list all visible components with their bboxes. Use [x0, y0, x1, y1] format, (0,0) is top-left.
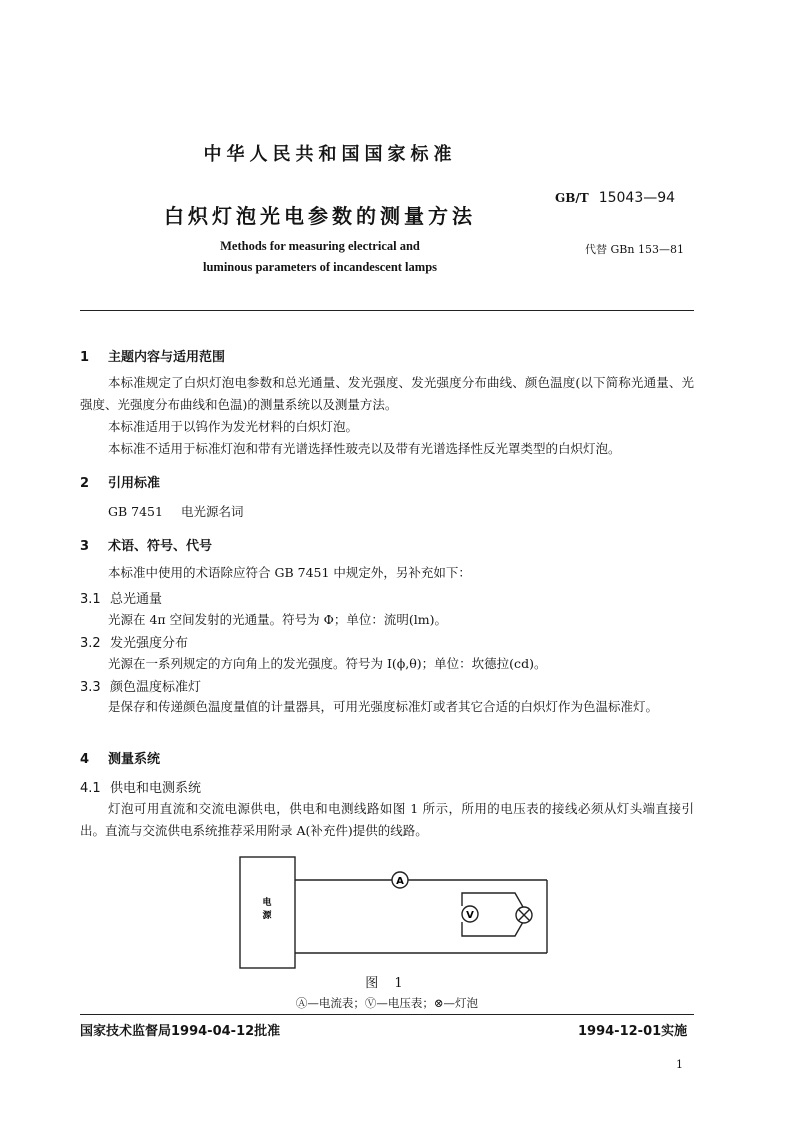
page-number: 1: [676, 1058, 683, 1071]
subsection-4-1-text: 灯泡可用直流和交流电源供电，供电和电测线路如图 1 所示，所用的电压表的接线必须从灯头端直接引出。直流与交流供电系统推荐采用附录 A(补充件)提供的线路。: [80, 801, 694, 838]
subsection-3-2-text: 光源在一系列规定的方向角上的发光强度。符号为 I(ϕ,θ)；单位：坎德拉(cd)。: [108, 656, 547, 671]
section-number: 4: [80, 752, 90, 767]
wire-meter-bottom: [462, 922, 523, 936]
voltmeter-icon: [462, 906, 478, 922]
subsection-title: 颜色温度标准灯: [110, 680, 202, 695]
section-title: 术语、符号、代号: [108, 539, 213, 554]
subsection-title: 总光通量: [110, 592, 163, 607]
section-title: 引用标准: [108, 476, 161, 491]
figure-caption: 图 1: [365, 976, 409, 991]
subsection-number: 3.1: [80, 592, 101, 607]
title-en-line-2: luminous parameters of incandescent lamps: [202, 260, 438, 274]
section-title: 测量系统: [108, 752, 161, 767]
effective-date: [578, 1020, 687, 1039]
voltmeter-label: V: [466, 910, 474, 921]
section-number: 2: [80, 476, 90, 491]
wire-meter-top: [462, 893, 523, 907]
subsection-title: 供电和电测系统: [110, 781, 202, 796]
replaces-standard: 代替 GBn 153—81: [585, 243, 684, 256]
effective-label: 实施: [661, 1024, 688, 1039]
ammeter-icon: [392, 872, 408, 888]
lamp-icon: [516, 907, 532, 923]
title-en-line-1: Methods for measuring electrical and: [220, 239, 420, 253]
subsection-3-3-text: 是保存和传递颜色温度量值的计量器具，可用光强度标准灯或者其它合适的白炽灯作为色温标准灯。: [108, 699, 659, 714]
reference-code: GB 7451: [108, 504, 163, 519]
section-number: 3: [80, 539, 90, 554]
subsection-number: 3.3: [80, 680, 101, 695]
ammeter-label: A: [396, 876, 404, 887]
section-number: 1: [80, 350, 90, 365]
national-standard-heading: 中华人民共和国国家标准: [203, 144, 457, 165]
footer-rule: [80, 1014, 694, 1015]
section-1-paragraph-1: 本标准规定了白炽灯泡电参数和总光通量、发光强度、发光强度分布曲线、颜色温度(以下简称光通量、光强度、光强度分布曲线和色温)的测量系统以及测量方法。: [80, 375, 694, 412]
reference-title: 电光源名词: [180, 504, 244, 519]
section-1-paragraph-2: 本标准适用于以钨作为发光材料的白炽灯泡。: [108, 419, 359, 434]
figure-legend: Ⓐ—电流表；Ⓥ—电压表；⊗—灯泡: [295, 996, 479, 1010]
section-title: 主题内容与适用范围: [108, 350, 226, 365]
subsection-number: 3.2: [80, 636, 101, 651]
document-title-cn: 白炽灯泡光电参数的测量方法: [164, 204, 476, 228]
power-supply-label-2: 源: [262, 911, 272, 921]
section-1-paragraph-3: 本标准不适用于标准灯泡和带有光谱选择性玻壳以及带有光谱选择性反光罩类型的白炽灯泡。: [108, 441, 621, 456]
subsection-title: 发光强度分布: [110, 636, 189, 651]
power-supply-label-1: 电: [262, 898, 272, 908]
standard-prefix: GB/T: [555, 191, 589, 205]
section-3-intro: 本标准中使用的术语除应符合 GB 7451 中规定外，另补充如下：: [108, 565, 471, 580]
effective-date-value: 1994-12-01: [578, 1024, 662, 1039]
standard-code: 15043—94: [598, 190, 676, 206]
subsection-number: 4.1: [80, 781, 101, 796]
approval-statement: 国家技术监督局1994-04-12批准: [80, 1024, 281, 1039]
subsection-3-1-text: 光源在 4π 空间发射的光通量。符号为 Φ；单位：流明(lm)。: [108, 612, 447, 627]
